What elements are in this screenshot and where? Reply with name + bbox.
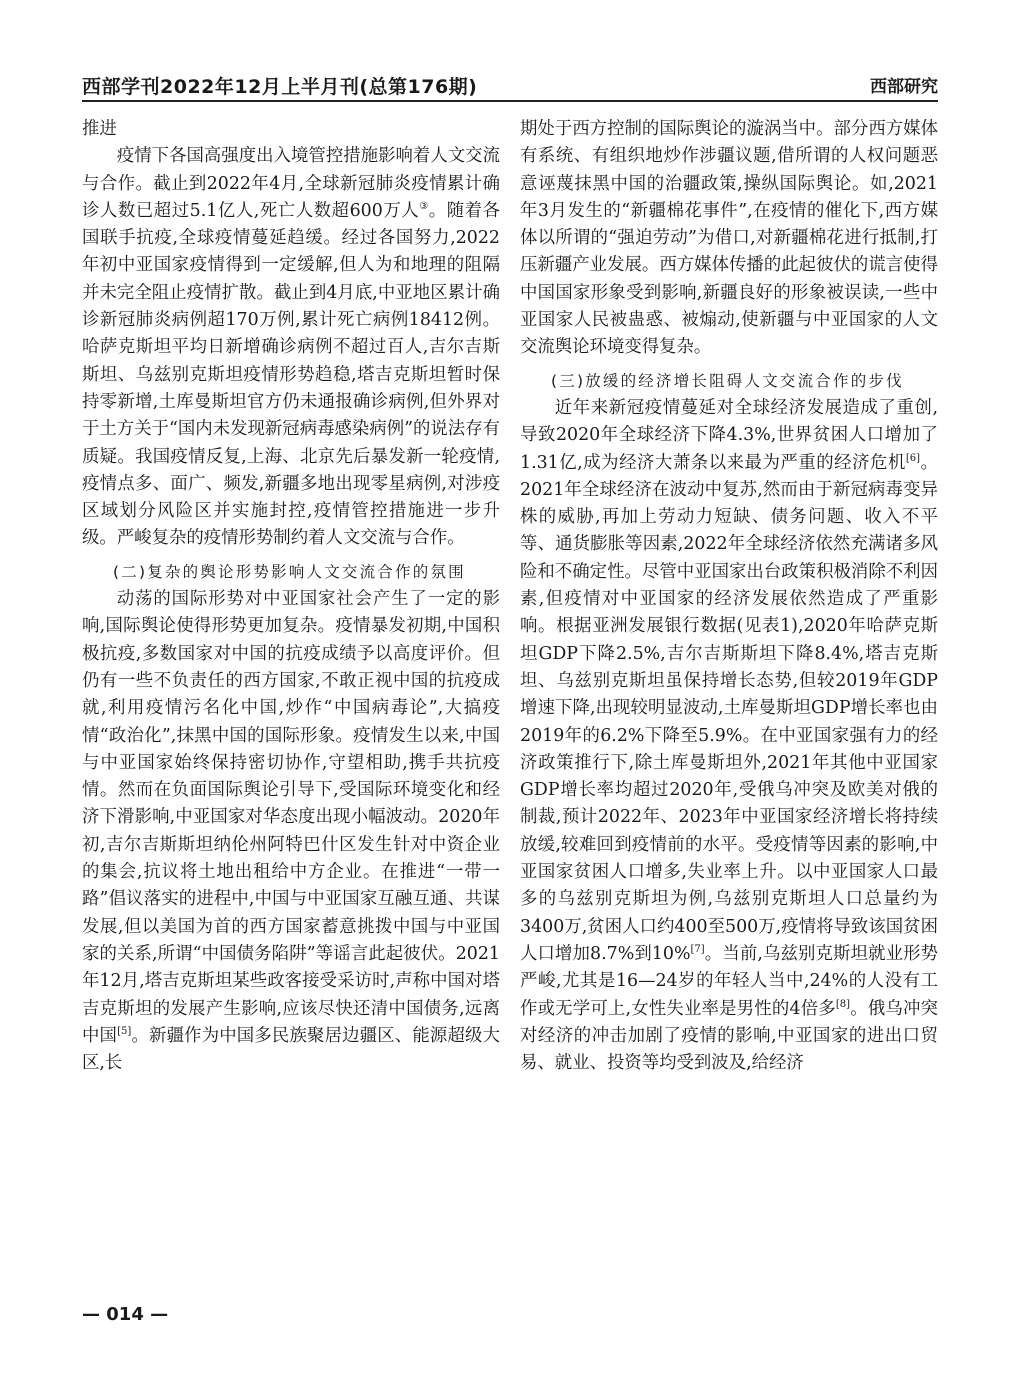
header-rule (82, 100, 938, 102)
paragraph-opinion (82, 586, 500, 1077)
paragraph-text: 。俄乌冲突对经济的冲击加剧了疫情的影响,中亚国家的进出口贸易、就业、投资等均受到波及,给经济 (520, 998, 938, 1074)
page-number: — 014 — (82, 1304, 169, 1325)
right-column (520, 116, 938, 1077)
paragraph-text: 。当前,乌兹别克斯坦就业形势严峻,尤其是16—24岁的年轻人当中,24%的人没有工作或无学可上,女性失业率是男性的4倍多 (520, 943, 938, 1019)
paragraph-continuation: 推进 (82, 119, 117, 139)
citation-ref[interactable]: [7] (690, 944, 705, 956)
footnote-ref[interactable]: ③ (419, 201, 429, 213)
journal-issue-title: 西部学刊2022年12月上半月刊(总第176期) (82, 76, 478, 98)
paragraph-text: 。新疆作为中国多民族聚居边疆区、能源超级大区,长 (82, 1025, 500, 1074)
section-heading-2: (二)复杂的舆论形势影响人文交流合作的氛围 (113, 562, 466, 581)
paragraph-text: 动荡的国际形势对中亚国家社会产生了一定的影响,国际舆论使得形势更加复杂。疫情暴发初期,中国积极抗疫,多数国家对中国的抗疫成绩予以高度评价。但仍有一些不负责任的西方国家,不敢正视中国的抗疫成就,利用疫情污名化中国,炒作“中国病毒论”,大搞疫情“政治化”,抹黑中国的国际形象。疫情发生以来,中国与中亚国家始终保持密切协作,守望相助,携手共抗疫情。然而在负面国际舆论引导下,受国际环境变化和经济下滑影响,中亚国家对华态度出现小幅波动。2020年初,吉尔吉斯斯坦纳伦州阿特巴什区发生针对中资企业的集会,抗议将土地出租给中方企业。在推进“一带一路”倡议落实的进程中,中国与中亚国家互融互通、共谋发展,但以美国为首的西方国家蓄意挑拨中国与中亚国家的关系,所谓“中国债务陷阱”等谣言此起彼伏。2021年12月,塔吉克斯坦某些政客接受采访时,声称中国对塔吉克斯坦的发展产生影响,应该尽快还清中国债务,远离中国 (82, 589, 500, 1046)
section-title: 西部研究 (870, 77, 938, 97)
citation-ref[interactable]: [6] (905, 452, 921, 464)
section-heading-3: (三)放缓的经济增长阻碍人文交流合作的步伐 (551, 371, 904, 390)
paragraph-economy (520, 395, 938, 1077)
paragraph-text: 。2021年全球经济在波动中复苏,然而由于新冠病毒变异株的威胁,再加上劳动力短缺、债务问题、收入不平等、通货膨胀等因素,2022年全球经济依然充满诸多风险和不确定性。尽管中亚国家出台政策积极消除不利因素,但疫情对中亚国家的经济发展依然造成了严重影响。根据亚洲发展银行数据(见表1),2020年哈萨克斯坦GDP下降2.5%,吉尔吉斯斯坦下降8.4%,塔吉克斯坦、乌兹别克斯坦虽保持增长态势,但较2019年GDP增速下降,出现较明显波动,土库曼斯坦GDP增长率也由2019年的6.2%下降至5.9%。在中亚国家强有力的经济政策推行下,除土库曼斯坦外,2021年其他中亚国家GDP增长率均超过2020年,受俄乌冲突及欧美对俄的制裁,预计2022年、2023年中亚国家经济增长将持续放缓,较难回到疫情前的水平。受疫情等因素的影响,中亚国家贫困人口增多,失业率上升。以中亚国家人口最多的乌兹别克斯坦为例,乌兹别克斯坦人口总量约为3400万,贫困人口约400至500万,疫情将导致该国贫困人口增加8.7%到10% (520, 452, 938, 964)
running-header (82, 66, 938, 100)
citation-ref[interactable]: [8] (835, 998, 851, 1010)
paragraph-epidemic (82, 143, 500, 552)
paragraph-text: 。随着各国联手抗疫,全球疫情蔓延趋缓。经过各国努力,2022年初中亚国家疫情得到一定缓解,但人为和地理的阻隔并未完全阻止疫情扩散。截止到4月底,中亚地区累计确诊新冠肺炎病例超170万例,累计死亡病例18412例。哈萨克斯坦平均日新增确诊病例不超过百人,吉尔吉斯斯坦、乌兹别克斯坦疫情形势趋稳,塔吉克斯坦暂时保持零新增,土库曼斯坦官方仍未通报确诊病例,但外界对于土方关于“国内未发现新冠病毒感染病例”的说法存有质疑。我国疫情反复,上海、北京先后暴发新一轮疫情,疫情点多、面广、频发,新疆多地出现零星病例,对涉疫区域划分风险区并实施封控,疫情管控措施进一步升级。严峻复杂的疫情形势制约着人文交流与合作。 (82, 200, 500, 549)
paragraph-text: 近年来新冠疫情蔓延对全球经济发展造成了重创,导致2020年全球经济下降4.3%,世界贫困人口增加了1.31亿,成为经济大萧条以来最为严重的经济危机 (520, 397, 938, 473)
paragraph-text: 疫情下各国高强度出入境管控措施影响着人文交流与合作。截止到2022年4月,全球新冠肺炎疫情累计确诊人数已超过5.1亿人,死亡人数超600万人 (82, 146, 500, 221)
citation-ref[interactable]: [5] (117, 1026, 132, 1037)
left-column (82, 116, 500, 1077)
paragraph-continuation: 期处于西方控制的国际舆论的漩涡当中。部分西方媒体有系统、有组织地炒作涉疆议题,借所谓的人权问题恶意诬蔑抹黑中国的治疆政策,操纵国际舆论。如,2021年3月发生的“新疆棉花事件”,在疫情的催化下,西方媒体以所谓的“强迫劳动”为借口,对新疆棉花进行抵制,打压新疆产业发展。西方媒体传播的此起彼伏的谎言使得中国国家形象受到影响,新疆良好的形象被误读,一些中亚国家人民被蛊惑、被煽动,使新疆与中亚国家的人文交流舆论环境变得复杂。 (520, 119, 938, 358)
